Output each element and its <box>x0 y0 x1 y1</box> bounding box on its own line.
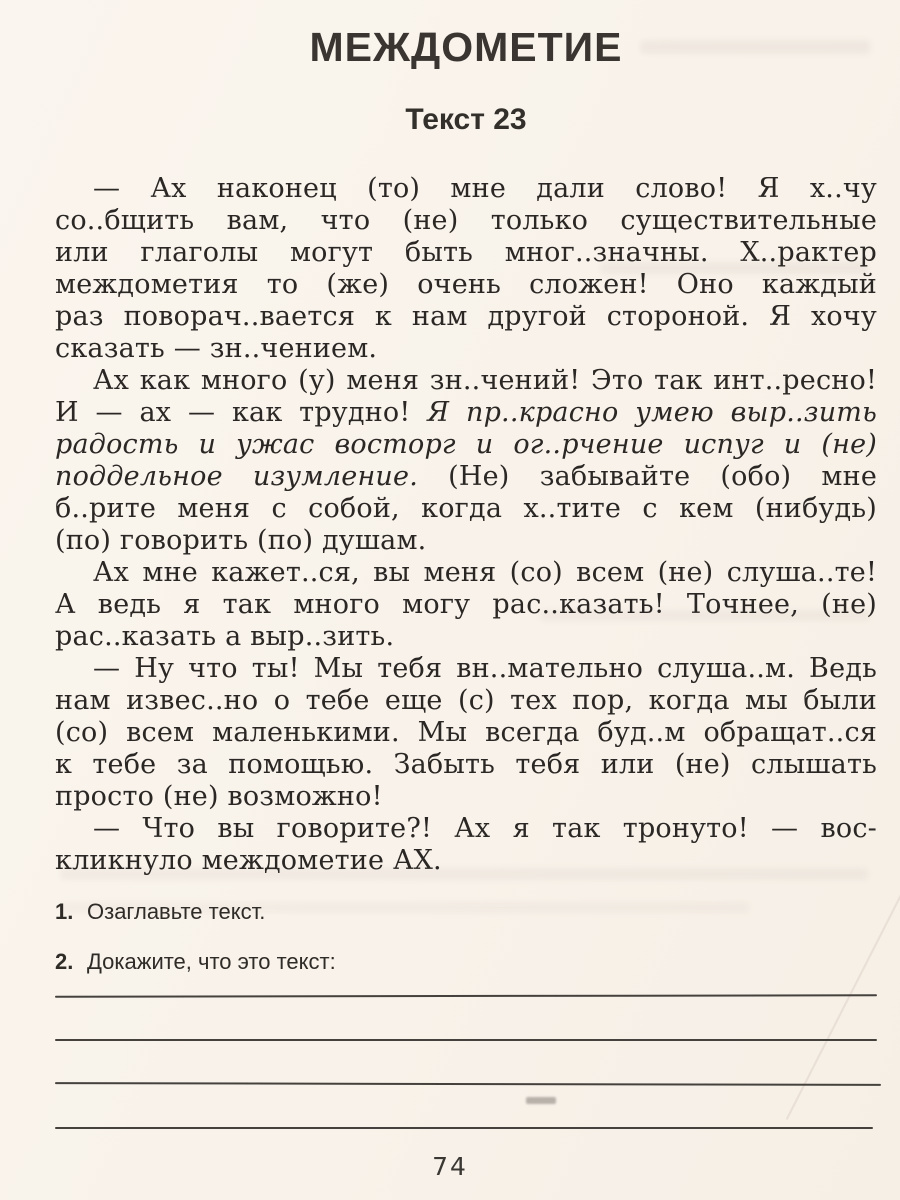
text-segment: И — ах — как трудно! <box>55 397 428 428</box>
answer-line <box>55 994 877 997</box>
text-line <box>55 525 877 557</box>
text-segment-italic: Я пр..красно умею выр..зить <box>427 397 878 428</box>
paragraph <box>55 173 877 365</box>
text-segment: (по) говорить (по) душам. <box>55 525 427 556</box>
text-line <box>55 429 877 461</box>
text-segment: (со) всем маленькими. Мы всегда буд..м обращат..ся <box>55 717 877 748</box>
answer-line <box>55 1127 873 1129</box>
text-line <box>55 717 877 749</box>
paragraph <box>55 365 877 557</box>
text-segment: раз поворач..вается к нам другой стороной. Я хочу <box>55 301 877 332</box>
text-segment: — Что вы говорите?! Ах я так тронуто! — вос- <box>93 813 877 844</box>
text-line <box>55 237 877 269</box>
text-segment: Ах мне кажет..ся, вы меня (со) всем (не) слуша..те! <box>93 557 877 588</box>
text-line <box>55 269 877 301</box>
text-segment: к тебе за помощью. Забыть тебя или (не) слышать <box>55 749 877 780</box>
text-segment: А ведь я так много могу рас..казать! Точнее, (не) <box>55 589 877 620</box>
text-segment: междометия то (же) очень сложен! Оно каждый <box>55 269 877 300</box>
text-line <box>55 205 877 237</box>
text-line <box>55 749 877 781</box>
text-segment: (Не) забывайте (обо) мне <box>417 461 877 492</box>
answer-line <box>55 1039 877 1041</box>
text-segment-italic: радость и ужас восторг и ог..рчение испуг и (не) <box>55 429 877 460</box>
exercise-number: 1. <box>55 899 74 924</box>
page-number: 74 <box>432 1152 468 1181</box>
text-line <box>55 685 877 717</box>
paragraph <box>55 813 877 877</box>
text-line <box>55 781 877 813</box>
text-line <box>55 589 877 621</box>
exercise-list <box>55 899 877 975</box>
text-line <box>55 653 877 685</box>
text-segment: сказать — зн..чением. <box>55 333 378 364</box>
text-body <box>55 173 877 877</box>
exercise-text: Докажите, что это текст: <box>87 949 336 974</box>
text-segment: — Ах наконец (то) мне дали слово! Я х..чу <box>93 173 877 204</box>
text-line <box>55 301 877 333</box>
text-segment: со..бщить вам, что (не) только существительные <box>55 205 877 236</box>
text-line <box>55 621 877 653</box>
text-line <box>55 493 877 525</box>
paragraph <box>55 653 877 813</box>
text-segment: нам извес..но о тебе еще (с) тех пор, когда мы были <box>55 685 877 716</box>
text-line <box>55 461 877 493</box>
text-line <box>55 173 877 205</box>
exercise-item-1 <box>55 899 877 925</box>
exercise-item-2 <box>55 949 877 975</box>
text-number-heading: Текст 23 <box>405 103 527 136</box>
text-segment: Ах как много (у) меня зн..чений! Это так инт..ресно! <box>93 365 877 396</box>
text-line <box>55 557 877 589</box>
text-segment: или глаголы могут быть мног..значны. Х..рактер <box>55 237 877 268</box>
text-line <box>55 333 877 365</box>
text-segment: кликнуло междометие АХ. <box>55 845 442 876</box>
exercise-number: 2. <box>55 949 74 974</box>
text-line <box>55 813 877 845</box>
text-line <box>55 845 877 877</box>
paragraph <box>55 557 877 653</box>
exercise-text: Озаглавьте текст. <box>87 899 266 924</box>
answer-lines <box>55 995 877 1129</box>
text-line <box>55 397 877 429</box>
text-segment: — Ну что ты! Мы тебя вн..мательно слуша..м. Ведь <box>93 653 877 684</box>
answer-line <box>55 1082 881 1086</box>
text-segment: просто (не) возможно! <box>55 781 383 812</box>
text-segment: б..рите меня с собой, когда х..тите с кем (нибудь) <box>55 493 877 524</box>
page-title: МЕЖДОМЕТИЕ <box>309 24 623 70</box>
text-line <box>55 365 877 397</box>
text-segment: рас..казать а выр..зить. <box>55 621 395 652</box>
text-segment-italic: поддельное изумление. <box>55 461 418 492</box>
